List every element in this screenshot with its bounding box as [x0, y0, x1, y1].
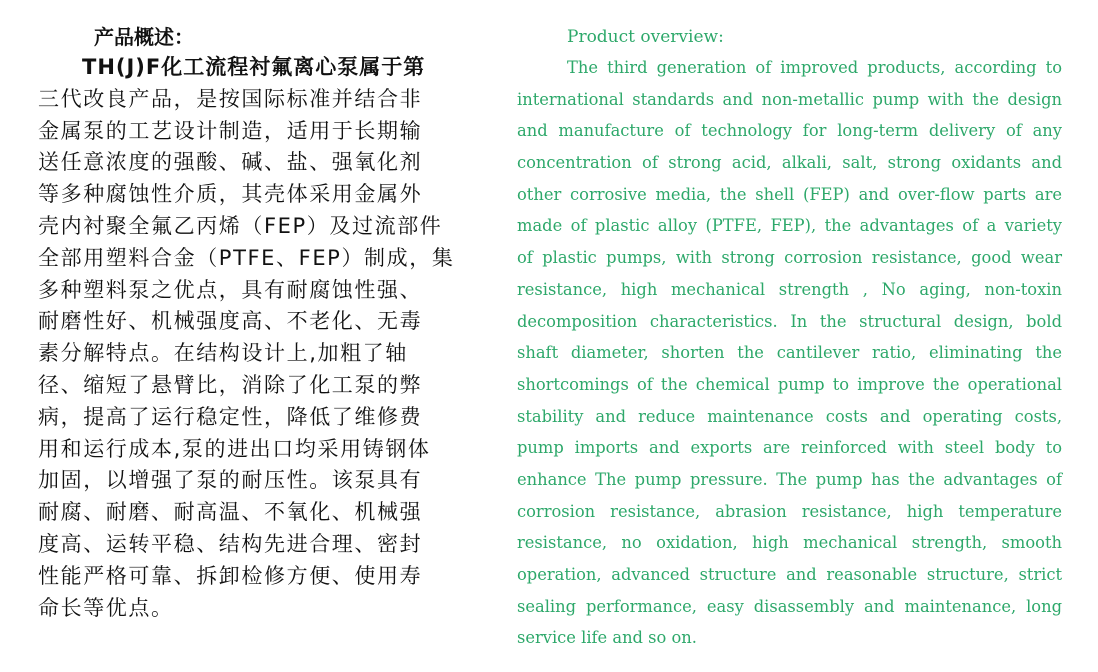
chinese-line: 病，提高了运行稳定性，降低了维修费 — [38, 404, 423, 429]
chinese-line: 命长等优点。 — [38, 595, 174, 620]
english-line: decomposition characteristics. In the structural design, bold — [517, 311, 1062, 331]
english-line: shortcomings of the chemical pump to improve the operational — [517, 374, 1062, 394]
english-heading: Product overview: — [567, 27, 724, 47]
english-line: The third generation of improved products, according to — [567, 58, 1062, 77]
chinese-line: 壳内衬聚全氟乙丙烯（FEP）及过流部件 — [38, 213, 443, 238]
english-line: resistance, high mechanical strength , No aging, non-toxin — [517, 279, 1062, 299]
chinese-line: 全部用塑料合金（PTFE、FEP）制成，集 — [38, 245, 455, 270]
chinese-heading: 产品概述： — [94, 25, 194, 49]
english-body — [517, 52, 1062, 654]
chinese-line: 度高、运转平稳、结构先进合理、密封 — [38, 531, 423, 556]
chinese-line: 金属泵的工艺设计制造，适用于长期输 — [38, 118, 423, 143]
chinese-line: 送任意浓度的强酸、碱、盐、强氧化剂 — [38, 150, 423, 175]
chinese-line: 素分解特点。在结构设计上,加粗了轴 — [38, 341, 408, 366]
english-line: sealing performance, easy disassembly and maintenance, long — [517, 596, 1062, 616]
english-line: stability and reduce maintenance costs and operating costs, — [517, 406, 1062, 426]
chinese-line: 多种塑料泵之优点，具有耐腐蚀性强、 — [38, 277, 423, 302]
chinese-line: 耐腐、耐磨、耐高温、不氧化、机械强 — [38, 500, 423, 525]
english-line: and manufacture of technology for long-term delivery of any — [517, 121, 1062, 141]
chinese-line: 等多种腐蚀性介质，其壳体采用金属外 — [38, 182, 423, 207]
chinese-column — [38, 22, 468, 624]
english-line: pump imports and exports are reinforced with steel body to — [517, 438, 1062, 458]
chinese-line: 三代改良产品，是按国际标准并结合非 — [38, 86, 423, 111]
english-column — [517, 22, 1062, 654]
english-line: concentration of strong acid, alkali, salt, strong oxidants and — [517, 153, 1062, 173]
chinese-line: TH(J)F化工流程衬氟离心泵属于第 — [82, 55, 426, 79]
english-line: operation, advanced structure and reasonable structure, strict — [517, 565, 1062, 584]
english-line: corrosion resistance, abrasion resistance, high temperature — [517, 501, 1062, 521]
english-line: of plastic pumps, with strong corrosion resistance, good wear — [517, 248, 1062, 268]
english-line: enhance The pump pressure. The pump has the advantages of — [517, 469, 1062, 489]
english-line: international standards and non-metallic pump with the design — [517, 89, 1062, 109]
chinese-line: 性能严格可靠、拆卸检修方便、使用寿 — [38, 563, 423, 588]
english-line: shaft diameter, shorten the cantilever ratio, eliminating the — [517, 343, 1062, 363]
chinese-body — [38, 52, 468, 624]
english-line: service life and so on. — [517, 628, 697, 648]
chinese-line: 径、缩短了悬臂比，消除了化工泵的弊 — [38, 372, 423, 397]
english-line: made of plastic alloy (PTFE, FEP), the advantages of a variety — [517, 216, 1062, 236]
chinese-line: 耐磨性好、机械强度高、不老化、无毒 — [38, 309, 423, 334]
chinese-line: 用和运行成本,泵的进出口均采用铸钢体 — [38, 436, 431, 461]
english-line: resistance, no oxidation, high mechanical strength, smooth — [517, 533, 1062, 553]
chinese-line: 加固，以增强了泵的耐压性。该泵具有 — [38, 468, 423, 493]
english-line: other corrosive media, the shell (FEP) and over-flow parts are — [517, 184, 1062, 204]
